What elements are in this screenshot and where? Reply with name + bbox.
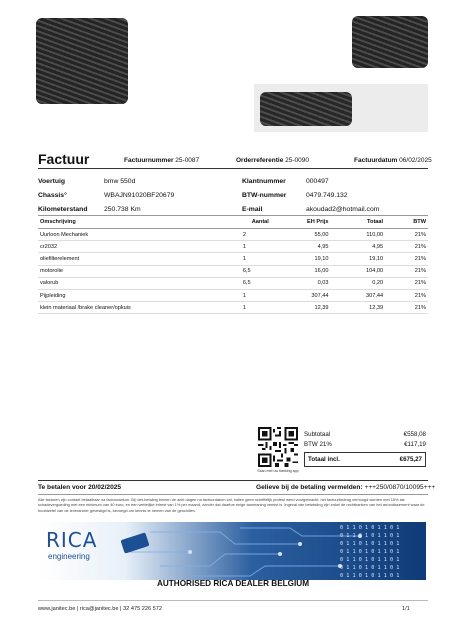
- cell-total: 4,95: [331, 241, 386, 253]
- vehicle-info: [38, 173, 238, 215]
- footer-divider: [38, 600, 428, 601]
- cell-description: oliefilterelement: [38, 253, 241, 265]
- customer-email-value: akoudad2@hotmail.com: [306, 206, 380, 213]
- table-row: [38, 229, 428, 241]
- cell-description: Pijpleiding: [38, 289, 241, 301]
- redacted-customer-address: [260, 92, 352, 126]
- vehicle-value: bmw 550d: [104, 178, 136, 185]
- customer-number-label: Klantnummer: [242, 178, 286, 185]
- table-header-row: [38, 216, 428, 229]
- cell-quantity: 1: [241, 289, 280, 301]
- cell-total: 19,10: [331, 253, 386, 265]
- table-row: [38, 253, 428, 265]
- customer-info: [242, 173, 432, 215]
- cell-unit-price: 19,10: [280, 253, 331, 265]
- payment-reference-label: Gelieve bij de betaling vermelden:: [256, 484, 363, 491]
- redacted-logo: [352, 16, 428, 68]
- cell-unit-price: 55,00: [280, 229, 331, 241]
- invoice-items-table: [38, 215, 428, 314]
- cell-quantity: 1: [241, 253, 280, 265]
- payment-reference-value: +++250/0870/10095+++: [364, 484, 436, 491]
- cell-total: 307,44: [331, 289, 386, 301]
- cell-vat: 21%: [385, 277, 428, 289]
- table-row: [38, 265, 428, 277]
- binary-line: 0 1 1 0 1 0 1 1 0 1: [340, 533, 400, 539]
- vat-label: BTW 21%: [304, 440, 332, 448]
- invoice-date: [354, 157, 432, 164]
- payment-due: Te betalen voor 20/02/2025: [38, 484, 122, 491]
- page-number: 1/1: [402, 606, 410, 612]
- vat-value: €117,19: [404, 440, 426, 448]
- order-reference: [236, 157, 309, 164]
- vat-row: [304, 439, 426, 449]
- col-unit-price: EH Prijs: [280, 216, 331, 229]
- binary-line: 0 1 1 0 1 0 1 1 0 1: [340, 549, 400, 555]
- cell-total: 0,20: [331, 277, 386, 289]
- cell-unit-price: 4,95: [280, 241, 331, 253]
- cell-quantity: 1: [241, 302, 280, 314]
- redacted-company-header: [36, 18, 128, 104]
- footer-contact: www.janitec.be | rica@janitec.be | 32 475 226 572: [38, 606, 162, 612]
- cell-total: 12,39: [331, 302, 386, 314]
- cell-vat: 21%: [385, 241, 428, 253]
- rica-banner: [40, 522, 426, 580]
- col-description: Omschrijving: [38, 216, 241, 229]
- rica-brand: RICA: [46, 528, 98, 552]
- binary-line: 0 1 1 0 1 0 1 1 0 1: [340, 541, 400, 547]
- cell-description: Uurloon Mechaniek: [38, 229, 241, 241]
- cell-description: cr2032: [38, 241, 241, 253]
- cell-description: motorolie: [38, 265, 241, 277]
- customer-vat-value: 0479.749.132: [306, 192, 348, 199]
- total-value: €675,27: [399, 456, 422, 463]
- subtotal-value: €558,08: [403, 430, 426, 438]
- km-label: Kilometerstand: [38, 206, 88, 213]
- km-value: 250.738 Km: [104, 206, 141, 213]
- col-quantity: Aantal: [241, 216, 280, 229]
- table-row: [38, 277, 428, 289]
- title-divider: [38, 168, 428, 169]
- cell-quantity: 6,5: [241, 277, 280, 289]
- cell-total: 104,00: [331, 265, 386, 277]
- binary-line: 0 1 1 0 1 0 1 1 0 1: [340, 557, 400, 563]
- order-reference-label: Orderreferentie: [236, 157, 284, 164]
- payment-divider-bottom: [38, 494, 428, 495]
- table-row: [38, 241, 428, 253]
- table-row: [38, 289, 428, 301]
- payment-reference: [256, 484, 435, 491]
- qr-caption: Scan met uw banking app: [257, 469, 299, 473]
- col-vat: BTW: [385, 216, 428, 229]
- cell-quantity: 6,5: [241, 265, 280, 277]
- subtotal-row: [304, 429, 426, 439]
- totals-block: [304, 429, 426, 467]
- subtotal-label: Subtotaal: [304, 430, 331, 438]
- terms-text: Alle facturen zijn contant betaalbaar na factuurdatum. Bij niet-betaling binnen de acht dagen na factuurdatum zal, indien geen schriftelijk protest werd voorgebracht, het factuurbedrag verhoogd worden met 15% als schadevergoeding met een minimum van 40 euro, en een wettelijke intrest van 1% per maand, zonder dat daartoe enige aanmaning vereist is. Ingeval van betwisting zijn enkel de rechtbanken van het arrondissement waar de hoofdzetel van de leverancier gevestigd is, bevoegd om kennis te nemen van de geschillen.: [38, 497, 425, 513]
- table-row: [38, 302, 428, 314]
- total-label: Totaal incl.: [308, 456, 340, 463]
- cell-quantity: 2: [241, 229, 280, 241]
- binary-line: 0 1 1 0 1 0 1 1 0 1: [340, 573, 400, 579]
- binary-line: 0 1 1 0 1 0 1 1 0 1: [340, 525, 400, 531]
- invoice-number: [124, 157, 199, 164]
- cell-unit-price: 16,00: [280, 265, 331, 277]
- invoice-number-value: 25-0087: [175, 157, 200, 164]
- cell-total: 110,00: [331, 229, 386, 241]
- customer-number-value: 000497: [306, 178, 329, 185]
- customer-vat-label: BTW-nummer: [242, 192, 287, 199]
- vehicle-label: Voertuig: [38, 178, 66, 185]
- payment-divider-top: [38, 480, 428, 481]
- binary-text: [340, 524, 424, 580]
- total-row: [304, 452, 426, 467]
- qr-code-icon: [258, 427, 298, 467]
- cell-unit-price: 12,39: [280, 302, 331, 314]
- rica-subtitle: engineering: [48, 552, 90, 561]
- chassis-value: WBAJN91020BF20679: [104, 192, 175, 199]
- cell-vat: 21%: [385, 253, 428, 265]
- cell-unit-price: 307,44: [280, 289, 331, 301]
- cell-description: klein materiaal /brake cleaner/opkuis: [38, 302, 241, 314]
- invoice-number-label: Factuurnummer: [124, 157, 174, 164]
- binary-line: 0 1 1 0 1 0 1 1 0 1: [340, 565, 400, 571]
- dealer-tagline: AUTHORISED RICA DEALER BELGIUM: [156, 579, 310, 588]
- invoice-date-value: 06/02/2025: [399, 157, 432, 164]
- order-reference-value: 25-0090: [285, 157, 309, 164]
- cell-vat: 21%: [385, 289, 428, 301]
- cell-vat: 21%: [385, 302, 428, 314]
- col-total: Totaal: [331, 216, 386, 229]
- chassis-label: Chassis°: [38, 192, 67, 199]
- cell-unit-price: 0,03: [280, 277, 331, 289]
- customer-email-label: E-mail: [242, 206, 263, 213]
- cell-vat: 21%: [385, 229, 428, 241]
- cell-description: valorub: [38, 277, 241, 289]
- page-title: Factuur: [38, 151, 90, 167]
- invoice-date-label: Factuurdatum: [354, 157, 398, 164]
- cell-quantity: 1: [241, 241, 280, 253]
- cell-vat: 21%: [385, 265, 428, 277]
